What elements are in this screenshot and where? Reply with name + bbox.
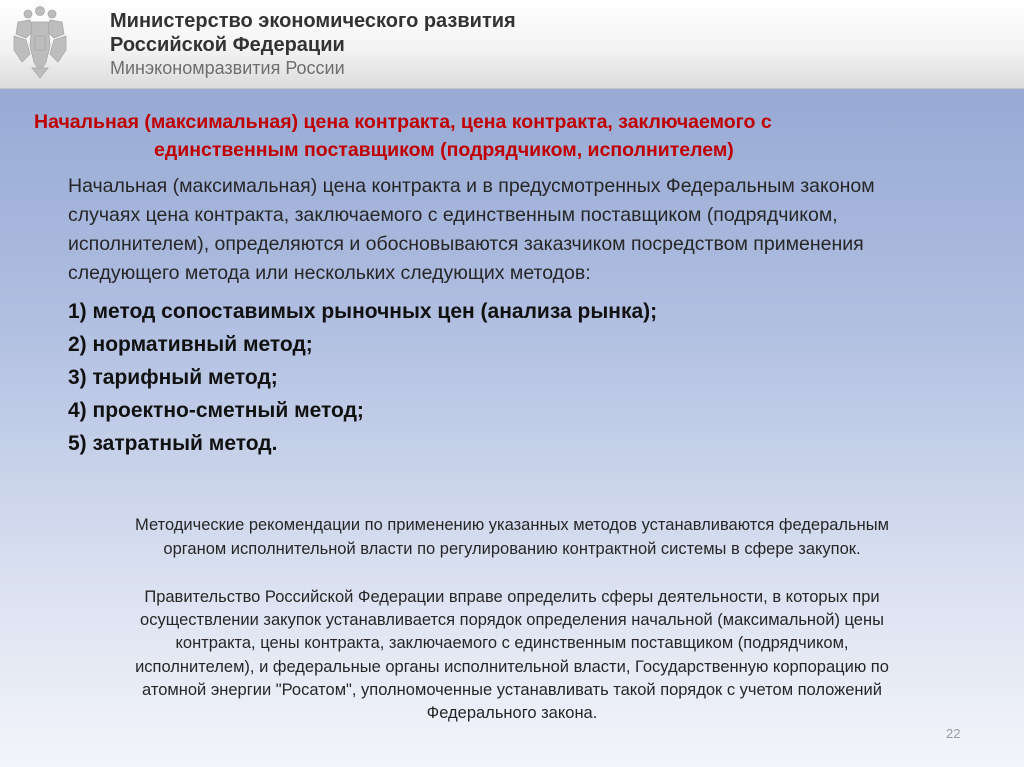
double-headed-eagle-icon: [12, 6, 68, 80]
ministry-short-name: Минэкономразвития России: [110, 58, 345, 78]
slide-title: [34, 108, 994, 164]
method-item: 5) затратный метод.: [68, 432, 278, 455]
slide-title-line2: единственным поставщиком (подрядчиком, исполнителем): [154, 139, 734, 161]
intro-line: исполнителем), определяются и обосновываются заказчиком посредством применения: [68, 233, 864, 255]
note-line: Методические рекомендации по применению указанных методов устанавливаются федеральным: [135, 516, 889, 534]
slide-title-line1: Начальная (максимальная) цена контракта, цена контракта, заключаемого с: [34, 111, 772, 133]
intro-paragraph: [68, 172, 1008, 288]
note-line: Правительство Российской Федерации вправе определить сферы деятельности, в которых при: [144, 588, 880, 606]
note-line: исполнителем), и федеральные органы исполнительной власти, Государственную корпорацию по: [135, 657, 889, 676]
slide-header: [0, 0, 1024, 89]
method-item: 2) нормативный метод;: [68, 333, 313, 356]
method-item: 4) проектно-сметный метод;: [68, 399, 364, 422]
methodology-note: [40, 513, 984, 561]
ministry-name-line1: Министерство экономического развития: [110, 10, 516, 32]
method-item: 1) метод сопоставимых рыночных цен (анализа рынка);: [68, 300, 658, 323]
government-note: [60, 586, 964, 725]
ministry-name-line2: Российской Федерации: [110, 34, 345, 56]
note-line: осуществлении закупок устанавливается порядок определения начальной (максимальной) цены: [140, 611, 884, 630]
intro-line: случаях цена контракта, заключаемого с единственным поставщиком (подрядчиком,: [68, 204, 838, 226]
methods-list: [68, 295, 968, 460]
intro-line: следующего метода или нескольких следующих методов:: [68, 262, 591, 284]
note-line: атомной энергии "Росатом", уполномоченные устанавливать такой порядок с учетом положений: [142, 680, 882, 699]
note-line: Федерального закона.: [426, 704, 598, 723]
note-line: контракта, цены контракта, заключаемого с единственным поставщиком (подрядчиком,: [175, 634, 849, 653]
note-line: органом исполнительной власти по регулированию контрактной системы в сфере закупок.: [163, 540, 861, 558]
intro-line: Начальная (максимальная) цена контракта и в предусмотренных Федеральным законом: [68, 175, 875, 197]
method-item: 3) тарифный метод;: [68, 366, 278, 389]
page-number: 22: [946, 726, 961, 741]
